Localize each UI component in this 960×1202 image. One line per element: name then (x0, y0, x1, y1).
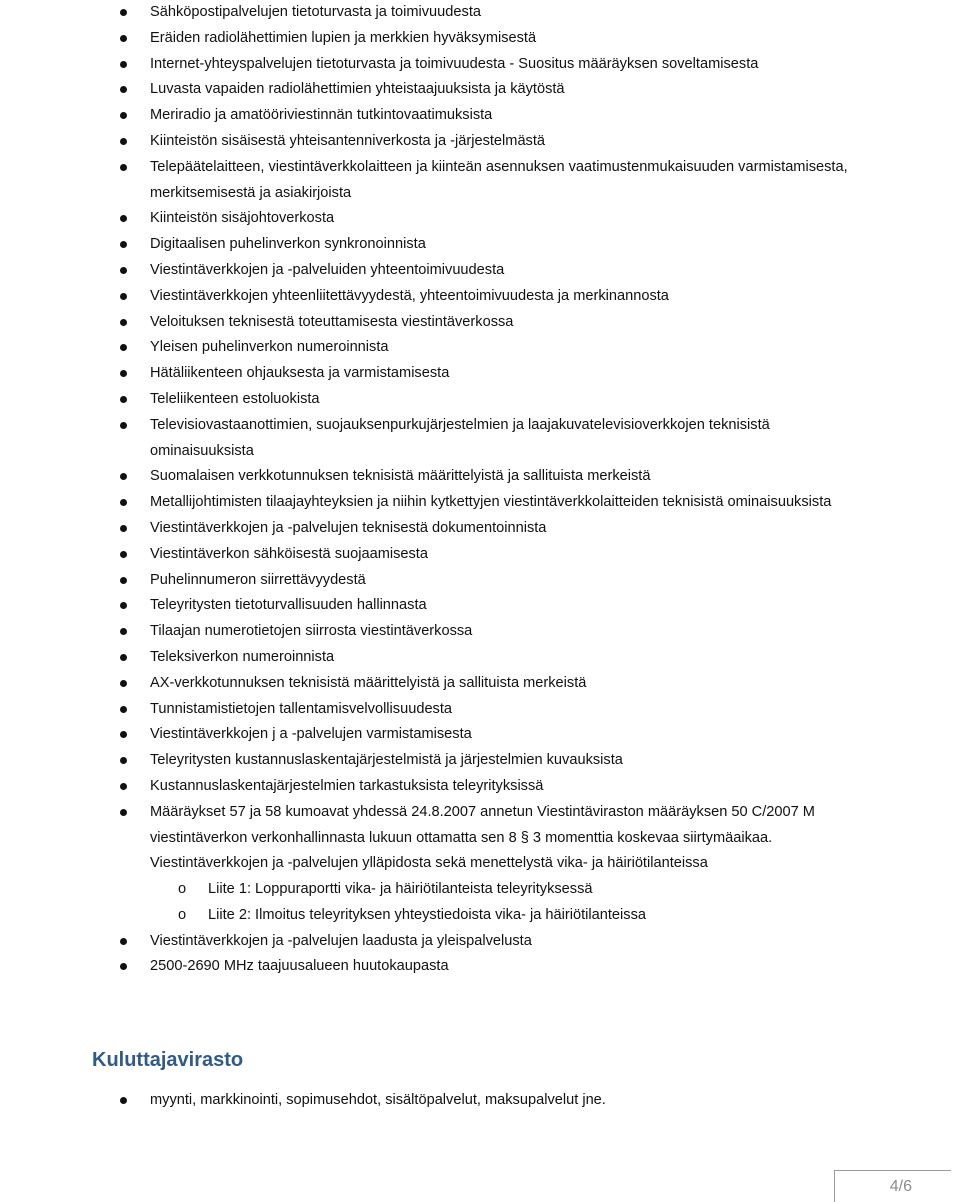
bullet-icon (120, 86, 127, 93)
list-item (0, 232, 870, 258)
page-number: 4/6 (889, 1178, 912, 1195)
list-item (0, 542, 870, 568)
bullet-icon (120, 396, 127, 403)
list-item (0, 335, 870, 361)
list-item (0, 413, 870, 465)
bullet-icon (120, 551, 127, 558)
list-item (0, 697, 870, 723)
circle-bullet-icon: o (178, 881, 187, 898)
list-item (0, 774, 870, 800)
list-item-text: myynti, markkinointi, sopimusehdot, sisältöpalvelut, maksupalvelut jne. (150, 1092, 606, 1108)
bullet-icon (120, 1097, 127, 1104)
bullet-icon (120, 267, 127, 274)
list-item-text: Yleisen puhelinverkon numeroinnista (150, 339, 389, 356)
list-item (0, 748, 870, 774)
list-item (0, 26, 870, 52)
list-item (0, 155, 870, 207)
list-item-text: Hätäliikenteen ohjauksesta ja varmistamisesta (150, 365, 450, 382)
bullet-icon (120, 164, 127, 171)
list-item (0, 103, 870, 129)
list-item (0, 593, 870, 619)
list-item (0, 361, 870, 387)
bullet-icon (120, 112, 127, 119)
list-item-text: Viestintäverkkojen yhteenliitettävyydestä, yhteentoimivuudesta ja merkinannosta (150, 287, 669, 304)
section-heading-kuluttajavirasto: Kuluttajavirasto (92, 1049, 244, 1071)
list-item-text: Viestintäverkkojen ja -palvelujen teknisestä dokumentoinnista (150, 519, 547, 536)
sub-list-item (150, 903, 960, 929)
list-item (0, 722, 870, 748)
list-item-text: Teleyritysten tietoturvallisuuden hallinnasta (150, 597, 427, 614)
sub-list-container (0, 877, 960, 929)
bullet-icon (120, 9, 127, 16)
list-item (0, 516, 870, 542)
list-item-text: Suomalaisen verkkotunnuksen teknisistä määrittelyistä ja sallituista merkeistä (150, 468, 651, 485)
list-item-text: Internet-yhteyspalvelujen tietoturvasta ja toimivuudesta - Suositus määräyksen soveltamisesta (150, 55, 759, 72)
list-item-text: Eräiden radiolähettimien lupien ja merkkien hyväksymisestä (150, 29, 537, 46)
bullet-icon (120, 577, 127, 584)
bullet-icon (120, 319, 127, 326)
bullet-icon (120, 525, 127, 532)
bullet-icon (120, 706, 127, 713)
list-item (0, 387, 870, 413)
list-item-text: Teleyritysten kustannuslaskentajärjestelmistä ja järjestelmien kuvauksista (150, 752, 623, 769)
bullet-icon (120, 963, 127, 970)
list-item-text: Puhelinnumeron siirrettävyydestä (150, 571, 366, 588)
list-item-text: Metallijohtimisten tilaajayhteyksien ja niihin kytkettyjen viestintäverkkolaitteiden teknisistä ominaisuuksista (150, 494, 832, 511)
bullet-icon (120, 35, 127, 42)
list-item-text: AX-verkkotunnuksen teknisistä määrittelyistä ja sallituista merkeistä (150, 674, 587, 691)
list-item (0, 671, 870, 697)
bullet-icon (120, 783, 127, 790)
list-item (0, 0, 870, 26)
list-item (0, 645, 870, 671)
bullet-icon (120, 602, 127, 609)
list-item-text: Viestintäverkkojen ja -palveluiden yhteentoimivuudesta (150, 261, 505, 278)
kuluttajavirasto-list (0, 1088, 960, 1114)
bullet-icon (120, 422, 127, 429)
list-item-text: Digitaalisen puhelinverkon synkronoinnista (150, 236, 426, 253)
list-item-text: Veloituksen teknisestä toteuttamisesta viestintäverkossa (150, 313, 514, 330)
list-item (0, 490, 870, 516)
list-item (0, 77, 870, 103)
list-item-text: Luvasta vapaiden radiolähettimien yhteistaajuuksista ja käytöstä (150, 81, 565, 98)
list-item (0, 1088, 870, 1114)
list-item-text: Televisiovastaanottimien, suojauksenpurkujärjestelmien ja laajakuvatelevisioverkkojen teknisistä ominaisuuksista (150, 416, 770, 459)
list-item-text: Viestintäverkkojen ja -palvelujen laadusta ja yleispalvelusta (150, 932, 532, 949)
list-item (0, 929, 870, 955)
bullet-icon (120, 809, 127, 816)
list-item (0, 619, 870, 645)
list-item-text: Kiinteistön sisäjohtoverkosta (150, 210, 335, 227)
list-item-text: Tilaajan numerotietojen siirrosta viestintäverkossa (150, 623, 473, 640)
list-item-text: Kustannuslaskentajärjestelmien tarkastuksista teleyrityksissä (150, 777, 544, 794)
list-item (0, 954, 870, 980)
bullet-icon (120, 680, 127, 687)
sub-list-item-text: Liite 2: Ilmoitus teleyrityksen yhteystiedoista vika- ja häiriötilanteissa (208, 906, 647, 923)
list-item-text: 2500-2690 MHz taajuusalueen huutokaupasta (150, 958, 449, 975)
list-item (0, 464, 870, 490)
attachment-list (150, 877, 960, 929)
list-item-text: Kiinteistön sisäisestä yhteisantenniverkosta ja -järjestelmästä (150, 132, 546, 149)
list-item-text: Määräykset 57 ja 58 kumoavat yhdessä 24.8.2007 annetun Viestintäviraston määräyksen 50 C/2007 M viestintäverkon verkonhallinnasta lukuun ottamatta sen 8 § 3 momenttia koskevaa siirtymäaikaa. Viestintäverkkojen ja -palvelujen ylläpidosta sekä menettelystä vika- ja häiriötilanteissa (150, 803, 815, 872)
bullet-icon (120, 731, 127, 738)
bullet-icon (120, 473, 127, 480)
list-item (0, 310, 870, 336)
list-item-text: Viestintäverkon sähköisestä suojaamisesta (150, 545, 428, 562)
bullet-icon (120, 138, 127, 145)
list-item (0, 800, 870, 877)
list-item-text: Teleliikenteen estoluokista (150, 390, 320, 407)
bullet-icon (120, 938, 127, 945)
list-item (0, 52, 870, 78)
list-item (0, 129, 870, 155)
list-item (0, 568, 870, 594)
sub-list-item-text: Liite 1: Loppuraportti vika- ja häiriötilanteista teleyrityksessä (208, 881, 593, 898)
list-item-text: Telepäätelaitteen, viestintäverkkolaitteen ja kiinteän asennuksen vaatimustenmukaisuuden varmistamisesta, merkitsemisestä ja asiakirjoista (150, 158, 848, 201)
bullet-icon (120, 628, 127, 635)
list-item-text: Viestintäverkkojen j a -palvelujen varmistamisesta (150, 726, 472, 743)
bullet-icon (120, 215, 127, 222)
bullet-icon (120, 344, 127, 351)
list-item (0, 206, 870, 232)
bullet-icon (120, 241, 127, 248)
bullet-icon (120, 757, 127, 764)
bullet-icon (120, 654, 127, 661)
list-item-text: Teleksiverkon numeroinnista (150, 648, 335, 665)
list-item (0, 284, 870, 310)
bullet-icon (120, 61, 127, 68)
list-item-text: Sähköpostipalvelujen tietoturvasta ja toimivuudesta (150, 4, 481, 20)
bullet-icon (120, 499, 127, 506)
sub-list-item (150, 877, 960, 903)
bullet-icon (120, 293, 127, 300)
list-item (0, 258, 870, 284)
circle-bullet-icon: o (178, 906, 187, 923)
list-item-text: Meriradio ja amatööriviestinnän tutkintovaatimuksista (150, 107, 493, 124)
bullet-icon (120, 370, 127, 377)
list-item-text: Tunnistamistietojen tallentamisvelvollisuudesta (150, 700, 453, 717)
